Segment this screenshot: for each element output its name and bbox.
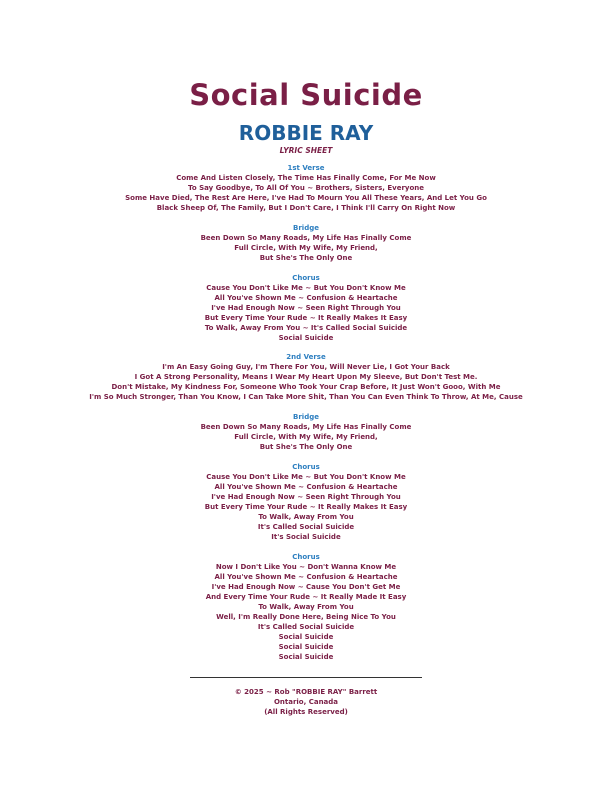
section-heading: Bridge <box>293 223 319 232</box>
footer <box>0 687 612 717</box>
lyric-line: It's Called Social Suicide <box>257 522 355 531</box>
lyric-line: Cause You Don't Like Me ~ But You Don't Know Me <box>206 283 406 292</box>
lyric-line: To Walk, Away From You <box>258 512 354 521</box>
lyric-line: To Walk, Away From You <box>258 602 354 611</box>
lyric-sheet-label: LYRIC SHEET <box>279 146 333 155</box>
lyric-line: But She's The Only One <box>259 443 353 452</box>
section-heading: Bridge <box>293 413 319 422</box>
lyric-line: I've Had Enough Now ~ Seen Right Through You <box>211 303 401 312</box>
lyric-line: It's Called Social Suicide <box>257 622 355 631</box>
lyric-line: To Walk, Away From You ~ It's Called Social Suicide <box>204 323 408 332</box>
artist-name: ROBBIE RAY <box>238 121 374 145</box>
lyric-line: Cause You Don't Like Me ~ But You Don't Know Me <box>206 472 406 481</box>
lyric-line: Social Suicide <box>278 652 334 661</box>
rights-text: (All Rights Reserved) <box>264 708 348 716</box>
lyric-line: Come And Listen Closely, The Time Has Finally Come, For Me Now <box>176 174 436 182</box>
lyric-line: Been Down So Many Roads, My Life Has Finally Come <box>200 233 412 242</box>
lyric-line: But Every Time Your Rude ~ It Really Makes It Easy <box>204 313 408 322</box>
lyric-line: Black Sheep Of, The Family, But I Don't Care, I Think I'll Carry On Right Now <box>156 204 456 212</box>
lyric-line: Don't Mistake, My Kindness For, Someone Who Took Your Crap Before, It Just Won't Gooo, With Me <box>111 383 501 392</box>
section-bridge-2 <box>0 412 612 452</box>
lyric-line: I've Had Enough Now ~ Seen Right Through You <box>211 492 401 501</box>
lyric-line: Now I Don't Like You ~ Don't Wanna Know Me <box>215 562 397 571</box>
lyric-line: I'm An Easy Going Guy, I'm There For You, Will Never Lie, I Got Your Back <box>162 363 450 372</box>
lyric-line: I'm So Much Stronger, Than You Know, I Can Take More Shit, Than You Can Even Think To Throw, At Me, Cause <box>89 393 523 402</box>
lyric-line: But She's The Only One <box>259 253 353 262</box>
lyric-line: Social Suicide <box>278 642 334 651</box>
lyric-line: Social Suicide <box>278 632 334 641</box>
section-verse-1 <box>0 163 612 213</box>
footer-divider <box>190 677 422 678</box>
lyric-line: All You've Shown Me ~ Confusion & Heartache <box>214 572 398 581</box>
lyric-line: I Got A Strong Personality, Means I Wear My Heart Upon My Sleeve, But Don't Test Me. <box>134 373 478 382</box>
section-chorus-1 <box>0 273 612 343</box>
lyric-line: To Say Goodbye, To All Of You ~ Brothers, Sisters, Everyone <box>187 184 425 192</box>
section-bridge-1 <box>0 223 612 263</box>
location-text: Ontario, Canada <box>273 698 339 706</box>
section-heading: Chorus <box>292 273 320 282</box>
section-heading: Chorus <box>292 552 320 561</box>
lyric-line: It's Social Suicide <box>271 532 341 541</box>
lyric-line: But Every Time Your Rude ~ It Really Makes It Easy <box>204 502 408 511</box>
lyric-line: Full Circle, With My Wife, My Friend, <box>234 433 378 442</box>
lyric-line: All You've Shown Me ~ Confusion & Heartache <box>214 293 398 302</box>
lyric-line: Been Down So Many Roads, My Life Has Finally Come <box>200 423 412 432</box>
section-chorus-2 <box>0 462 612 542</box>
section-heading: 2nd Verse <box>286 353 326 362</box>
song-title: Social Suicide <box>189 78 423 112</box>
section-chorus-3 <box>0 552 612 662</box>
lyric-line: All You've Shown Me ~ Confusion & Heartache <box>214 482 398 491</box>
lyric-line: Some Have Died, The Rest Are Here, I've Had To Mourn You All These Years, And Let You Go <box>125 194 487 202</box>
section-heading: Chorus <box>292 462 320 471</box>
lyric-line: I've Had Enough Now ~ Cause You Don't Get Me <box>211 582 401 591</box>
lyric-line: And Every Time Your Rude ~ It Really Made It Easy <box>205 592 407 601</box>
lyric-line: Full Circle, With My Wife, My Friend, <box>234 243 378 252</box>
lyric-line: Well, I'm Really Done Here, Being Nice To You <box>216 612 396 621</box>
copyright-text: © 2025 ~ Rob "ROBBIE RAY" Barrett <box>234 688 378 696</box>
lyrics-body <box>0 163 612 662</box>
section-verse-2 <box>0 352 612 402</box>
section-heading: 1st Verse <box>287 164 325 172</box>
lyric-line: Social Suicide <box>278 333 334 342</box>
